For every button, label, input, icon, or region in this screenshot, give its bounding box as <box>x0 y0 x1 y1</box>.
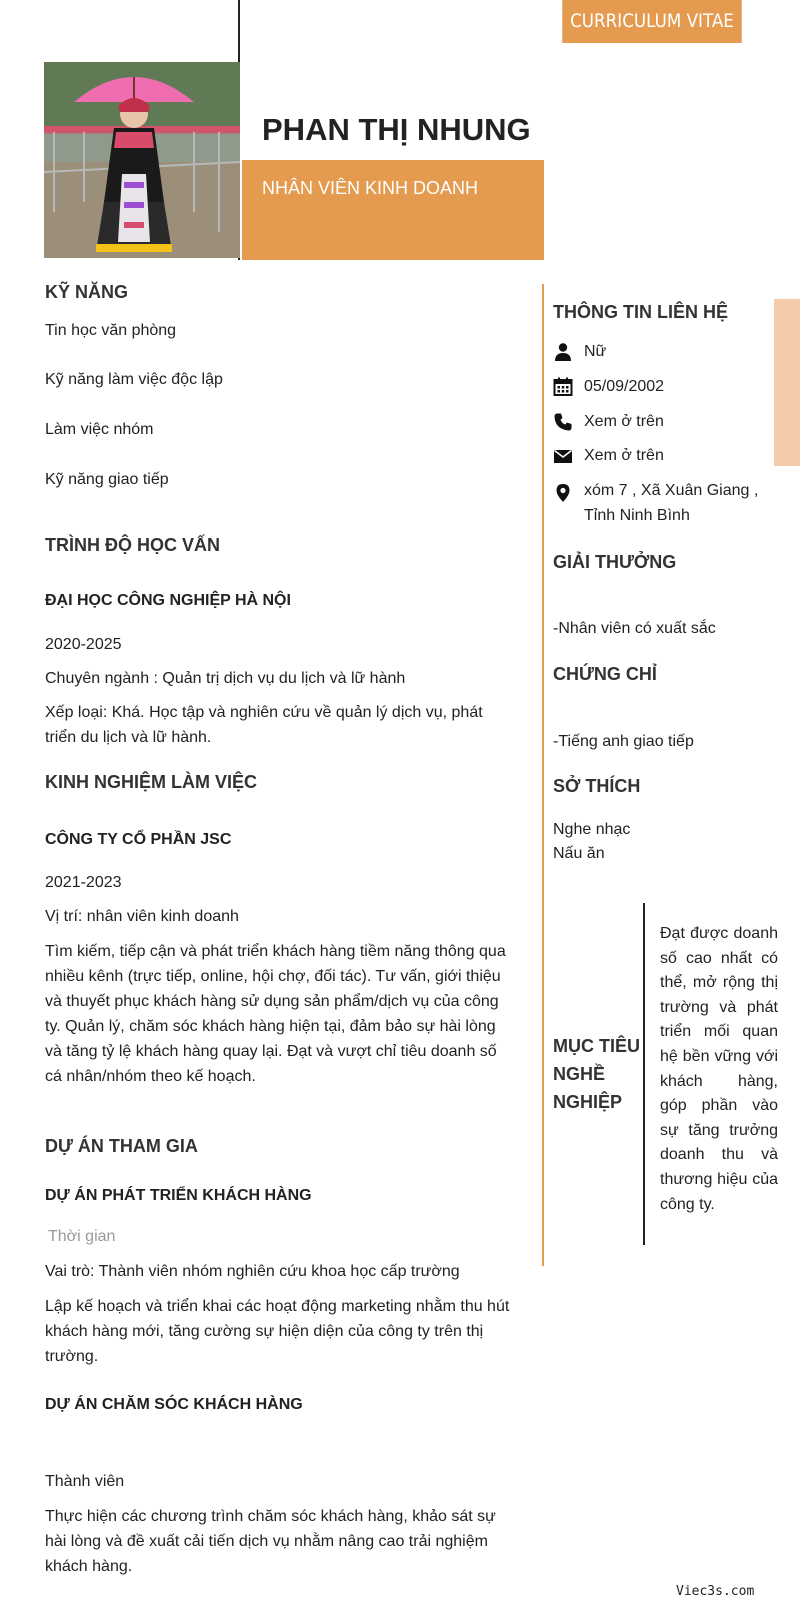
column-divider <box>542 284 544 1266</box>
experience-heading: KINH NGHIỆM LÀM VIỆC <box>45 772 258 792</box>
experience-company: CÔNG TY CỔ PHẦN JSC <box>45 831 232 848</box>
education-major: Chuyên ngành : Quản trị dịch vụ du lịch và lữ hành <box>45 670 406 687</box>
career-goal-text: Đạt được doanh số cao nhất có thể, mở rộng thị trường và phát triển mối quan hệ bền vững với khách hàng, góp phần vào sự tăng trưởng doanh thu và thương hiệu của công ty. <box>660 925 778 1213</box>
experience-position: Vị trí: nhân viên kinh doanh <box>45 908 239 925</box>
phone-icon <box>553 412 573 432</box>
contact-heading: THÔNG TIN LIÊN HỆ <box>553 302 728 322</box>
person-icon <box>553 342 573 362</box>
job-title-box <box>242 160 544 260</box>
career-goal-divider <box>643 903 645 1245</box>
education-heading: TRÌNH ĐỘ HỌC VẤN <box>45 535 220 555</box>
hobby-item: Nghe nhạc <box>553 821 631 838</box>
contact-address-text: xóm 7 , Xã Xuân Giang , Tỉnh Ninh Bình <box>584 482 759 524</box>
contact-phone-text: Xem ở trên <box>584 413 664 430</box>
profile-photo <box>44 62 240 258</box>
skills-heading: KỸ NĂNG <box>45 282 129 302</box>
skill-item: Kỹ năng giao tiếp <box>45 471 169 488</box>
awards-heading: GIẢI THƯỞNG <box>553 552 677 572</box>
education-school: ĐẠI HỌC CÔNG NGHIỆP HÀ NỘI <box>45 592 291 609</box>
awards-text: -Nhân viên có xuất sắc <box>553 620 716 637</box>
skill-item: Làm việc nhóm <box>45 421 154 438</box>
project-role: Thành viên <box>45 1473 125 1490</box>
projects-heading: DỰ ÁN THAM GIA <box>45 1136 198 1156</box>
calendar-icon <box>553 377 573 397</box>
job-title: NHÂN VIÊN KINH DOANH <box>262 178 479 198</box>
watermark: Viec3s.com <box>676 1584 755 1599</box>
experience-period: 2021-2023 <box>45 874 122 891</box>
hobbies-heading: SỞ THÍCH <box>553 776 641 796</box>
project-name: DỰ ÁN PHÁT TRIỂN KHÁCH HÀNG <box>45 1187 312 1204</box>
contact-gender-text: Nữ <box>584 343 607 360</box>
education-grade: Xếp loại: Khá. Học tập và nghiên cứu về quản lý dịch vụ, phát triển du lịch và lữ hành. <box>45 704 483 746</box>
contact-email-text: Xem ở trên <box>584 447 664 464</box>
location-pin-icon <box>553 483 573 503</box>
education-period: 2020-2025 <box>45 636 122 653</box>
curriculum-vitae-label: CURRICULUM VITAE <box>562 0 742 43</box>
skill-item: Tin học văn phòng <box>45 322 177 339</box>
career-goal-heading-line: MỤC TIÊU <box>553 1036 640 1056</box>
full-name: PHAN THỊ NHUNG <box>262 112 531 147</box>
contact-birthdate-text: 05/09/2002 <box>584 378 665 395</box>
mail-icon <box>553 446 573 466</box>
career-goal-heading-line: NGHIỆP <box>553 1092 623 1112</box>
experience-description: Tìm kiếm, tiếp cận và phát triển khách hàng tiềm năng thông qua nhiều kênh (trực tiếp, online, hội chợ, đối tác). Tư vấn, giới thiệu và thuyết phục khách hàng sử dụng sản phẩm/dịch vụ của công ty. Quản lý, chăm sóc khách hàng hiện tại, đảm bảo sự hài lòng và tăng tỷ lệ khách hàng quay lại. Đạt và vượt chỉ tiêu doanh số cá nhân/nhóm theo kế hoạch. <box>45 943 506 1085</box>
project-description: Thực hiện các chương trình chăm sóc khách hàng, khảo sát sự hài lòng và đề xuất cải tiến dịch vụ nhằm nâng cao trải nghiệm khách hàng. <box>45 1508 496 1575</box>
career-goal-heading-line: NGHỀ <box>553 1064 606 1084</box>
project-description: Lập kế hoạch và triển khai các hoạt động marketing nhằm thu hút khách hàng mới, tăng cường sự hiện diện của công ty trên thị trường. <box>45 1298 510 1365</box>
project-name: DỰ ÁN CHĂM SÓC KHÁCH HÀNG <box>45 1396 303 1413</box>
skill-item: Kỹ năng làm việc độc lập <box>45 371 223 388</box>
hobby-item: Nấu ăn <box>553 845 605 862</box>
project-time: Thời gian <box>48 1228 116 1245</box>
project-role: Vai trò: Thành viên nhóm nghiên cứu khoa học cấp trường <box>45 1263 460 1280</box>
certificates-heading: CHỨNG CHỈ <box>553 664 657 684</box>
certificates-text: -Tiếng anh giao tiếp <box>553 733 694 750</box>
